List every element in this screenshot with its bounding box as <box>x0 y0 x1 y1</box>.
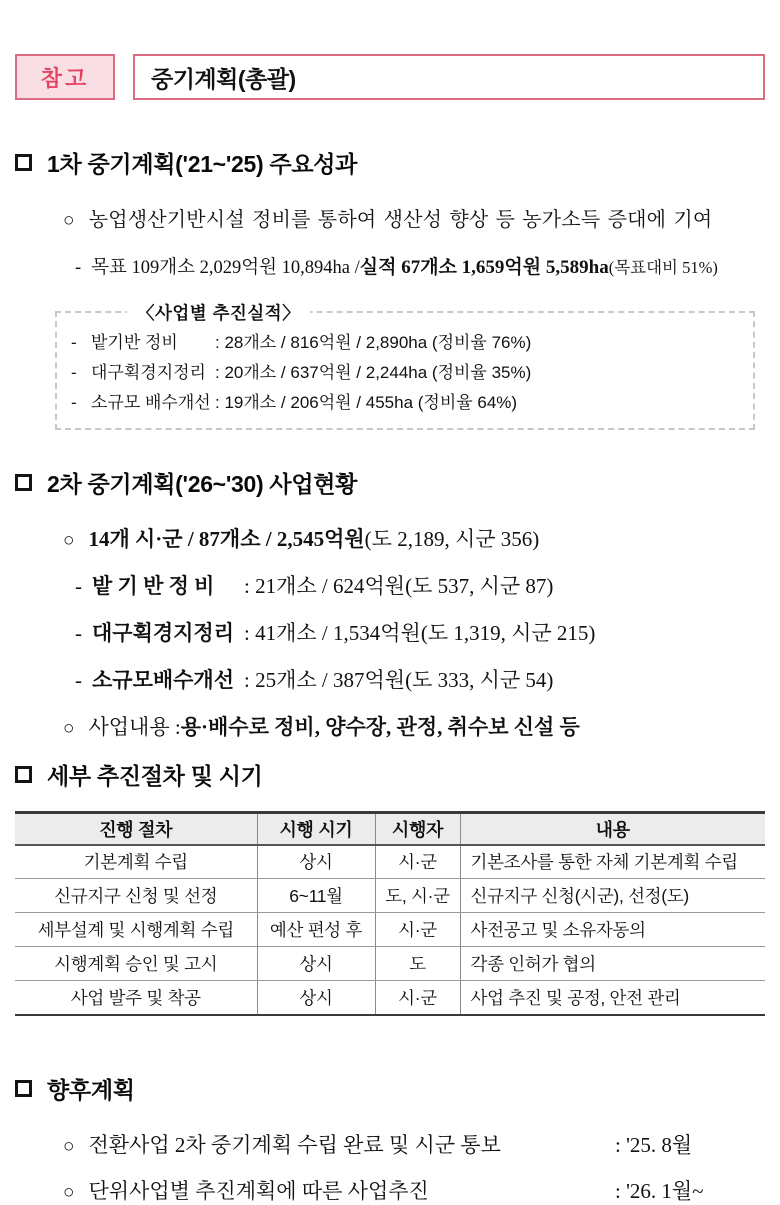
section2-lead-normal: (도 2,189, 시군 356) <box>364 527 540 551</box>
section2-item-value: : 25개소 / 387억원(도 333, 시군 54) <box>244 668 554 692</box>
dash-bullet-icon: - <box>71 333 77 352</box>
section3-heading <box>15 758 765 791</box>
future-plan-line <box>63 1175 765 1205</box>
summary-ratio: (목표대비 51%) <box>608 258 718 277</box>
result-item-label: 대구획경지정리 <box>91 363 206 382</box>
section2-item-value: : 21개소 / 624억원(도 537, 시군 87) <box>244 574 554 598</box>
section-midterm-plan-1 <box>15 146 765 430</box>
results-box-title: 〈사업별 추진실적〉 <box>127 300 310 325</box>
section2-item-value: : 41개소 / 1,534억원(도 1,319, 시군 215) <box>244 621 596 645</box>
square-bullet-icon <box>15 766 32 783</box>
procedure-table <box>15 811 765 1016</box>
result-item <box>71 358 743 388</box>
circle-bullet-icon: ○ <box>63 1181 75 1203</box>
table-row <box>15 845 765 879</box>
col-header-description: 내용 <box>460 813 765 845</box>
col-header-procedure: 진행 절차 <box>15 813 257 845</box>
summary-actual: 실적 67개소 1,659억원 5,589ha <box>359 257 609 278</box>
reference-badge: 참고 <box>15 54 115 100</box>
cell-description: 사전공고 및 소유자동의 <box>460 913 765 947</box>
section4-heading <box>15 1072 765 1105</box>
result-item-label: 소규모 배수개선 <box>91 393 211 412</box>
circle-bullet-icon: ○ <box>63 1135 75 1157</box>
section2-heading-label: 2차 중기계획('26~'30) 사업현황 <box>47 471 358 497</box>
dash-bullet-icon: - <box>75 574 82 598</box>
cell-timing: 상시 <box>257 981 375 1015</box>
doc-header <box>15 54 765 100</box>
dash-bullet-icon: - <box>71 393 77 412</box>
col-header-executor: 시행자 <box>375 813 460 845</box>
result-item <box>71 388 743 418</box>
cell-description: 기본조사를 통한 자체 기본계획 수립 <box>460 845 765 879</box>
section3-heading-label: 세부 추진절차 및 시기 <box>47 763 263 789</box>
section1-heading-label: 1차 중기계획('21~'25) 주요성과 <box>47 151 358 177</box>
cell-procedure: 사업 발주 및 착공 <box>15 981 257 1015</box>
table-row <box>15 879 765 913</box>
section2-lead-line <box>63 523 765 553</box>
circle-bullet-icon: ○ <box>63 718 75 739</box>
cell-timing: 상시 <box>257 947 375 981</box>
cell-executor: 시·군 <box>375 913 460 947</box>
cell-procedure: 기본계획 수립 <box>15 845 257 879</box>
square-bullet-icon <box>15 154 32 171</box>
cell-description: 신규지구 신청(시군), 선정(도) <box>460 879 765 913</box>
section2-content-label: 사업내용 : <box>88 715 181 739</box>
cell-executor: 도, 시·군 <box>375 879 460 913</box>
section1-summary-line <box>75 252 765 279</box>
section2-content-bold: 용·배수로 정비, 양수장, 관정, 취수보 신설 등 <box>180 715 580 739</box>
table-row <box>15 947 765 981</box>
cell-description: 각종 인허가 협의 <box>460 947 765 981</box>
table-row <box>15 913 765 947</box>
section-future-plan <box>15 1072 765 1205</box>
doc-title-box: 중기계획(총괄) <box>133 54 765 100</box>
dash-bullet-icon: - <box>75 258 82 278</box>
result-item-value: : 19개소 / 206억원 / 455ha (정비율 64%) <box>215 393 518 412</box>
table-row <box>15 981 765 1015</box>
square-bullet-icon <box>15 474 32 491</box>
col-header-timing: 시행 시기 <box>257 813 375 845</box>
section2-content-line <box>63 711 765 741</box>
dash-bullet-icon: - <box>75 621 82 645</box>
result-item-value: : 20개소 / 637억원 / 2,244ha (정비율 35%) <box>215 363 532 382</box>
result-item-label: 밭기반 정비 <box>91 333 178 352</box>
cell-procedure: 시행계획 승인 및 고시 <box>15 947 257 981</box>
section4-heading-label: 향후계획 <box>47 1076 135 1103</box>
cell-timing: 6~11월 <box>257 879 375 913</box>
section2-item-label: 소규모배수개선 <box>92 668 235 692</box>
cell-timing: 예산 편성 후 <box>257 913 375 947</box>
cell-description: 사업 추진 및 공정, 안전 관리 <box>460 981 765 1015</box>
result-item <box>71 328 743 358</box>
cell-executor: 시·군 <box>375 845 460 879</box>
circle-bullet-icon: ○ <box>63 530 75 551</box>
section2-item-label: 밭 기 반 정 비 <box>92 574 215 598</box>
circle-bullet-icon: ○ <box>63 210 75 231</box>
section1-intro-line <box>63 203 765 232</box>
section2-heading <box>15 466 765 499</box>
section2-lead-bold: 14개 시·군 / 87개소 / 2,545억원 <box>88 527 365 551</box>
dash-bullet-icon: - <box>71 363 77 382</box>
section2-item-label: 대구획경지정리 <box>92 621 235 645</box>
future-plan-text: 전환사업 2차 중기계획 수립 완료 및 시군 통보 <box>88 1132 501 1157</box>
future-plan-date: : '25. 8월 <box>615 1132 693 1157</box>
square-bullet-icon <box>15 1080 32 1097</box>
section-procedure <box>15 758 765 1016</box>
section1-heading <box>15 146 765 179</box>
result-item-value: : 28개소 / 816억원 / 2,890ha (정비율 76%) <box>215 333 532 352</box>
section-midterm-plan-2 <box>15 466 765 741</box>
cell-executor: 도 <box>375 947 460 981</box>
cell-executor: 시·군 <box>375 981 460 1015</box>
cell-timing: 상시 <box>257 845 375 879</box>
table-header-row <box>15 813 765 845</box>
cell-procedure: 신규지구 신청 및 선정 <box>15 879 257 913</box>
section2-item-line <box>75 664 765 694</box>
summary-target: 목표 109개소 2,029억원 10,894ha / <box>91 258 360 278</box>
results-box <box>55 303 755 430</box>
section1-intro-text: 농업생산기반시설 정비를 통하여 생산성 향상 등 농가소득 증대에 기여 <box>88 209 713 231</box>
dash-bullet-icon: - <box>75 668 82 692</box>
future-plan-text: 단위사업별 추진계획에 따른 사업추진 <box>88 1178 429 1203</box>
section2-item-line <box>75 570 765 600</box>
future-plan-line <box>63 1129 765 1159</box>
section2-item-line <box>75 617 765 647</box>
cell-procedure: 세부설계 및 시행계획 수립 <box>15 913 257 947</box>
future-plan-date: : '26. 1월~ <box>615 1178 704 1203</box>
